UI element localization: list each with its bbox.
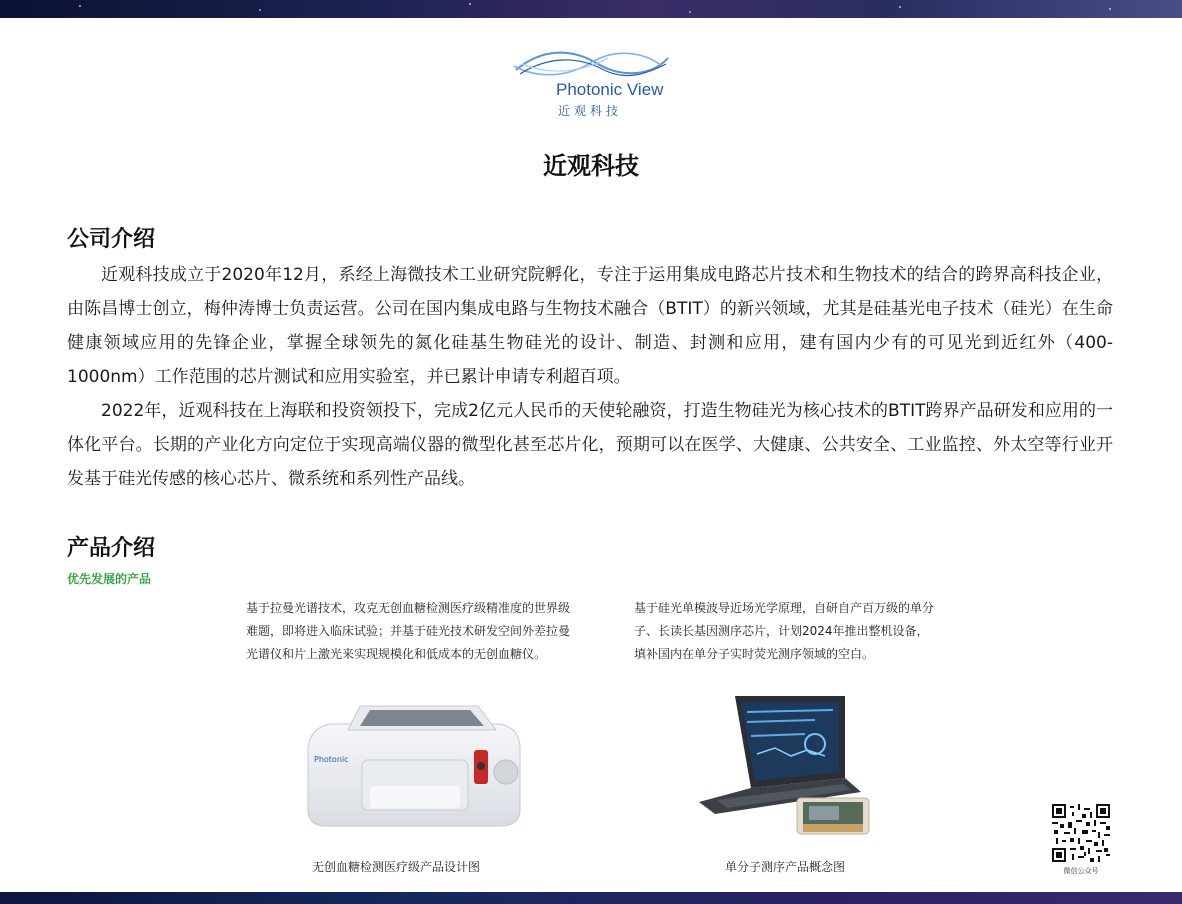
wechat-qr-code-icon — [1052, 804, 1110, 862]
product-1-caption: 无创血糖检测医疗级产品设计图 — [311, 860, 480, 874]
company-intro-body — [67, 258, 1113, 496]
top-decorative-band — [0, 0, 1182, 18]
glucose-device-image — [300, 700, 530, 832]
product-1-description: 基于拉曼光谱技术，攻克无创血糖检测医疗级精准度的世界级难题，即将进入临床试验；并基于硅光技术研发空间外差拉曼光谱仪和片上激光来实现规模化和低成本的无创血糖仪。 — [246, 601, 571, 661]
intro-paragraph-2: 2022年，近观科技在上海联和投资领投下，完成2亿元人民币的天使轮融资，打造生物硅光为核心技术的BTIT跨界产品研发和应用的一体化平台。长期的产业化方向定位于实现高端仪器的微型化甚至芯片化，预期可以在医学、大健康、公共安全、工业监控、外太空等行业开发基于硅光传感的核心芯片、微系统和系列性产品线。 — [67, 401, 1113, 489]
sequencer-laptop-image — [695, 692, 880, 842]
company-intro-heading: 公司介绍 — [67, 227, 156, 252]
logo-chinese-text: 近观科技 — [558, 104, 623, 118]
product-2-description: 基于硅光单模波导近场光学原理，自研自产百万级的单分子、长读长基因测序芯片，计划2024年推出整机设备，填补国内在单分子实时荧光测序领域的空白。 — [634, 601, 935, 661]
intro-paragraph-1: 近观科技成立于2020年12月，系经上海微技术工业研究院孵化，专注于运用集成电路芯片技术和生物技术的结合的跨界高科技企业，由陈昌博士创立，梅仲涛博士负责运营。公司在国内集成电路与生物技术融合（BTIT）的新兴领域，尤其是硅基光电子技术（硅光）在生命健康领域应用的先锋企业，掌握全球领先的氮化硅基生物硅光的设计、制造、封测和应用，建有国内少有的可见光到近红外（400-1000nm）工作范围的芯片测试和应用实验室，并已累计申请专利超百项。 — [67, 265, 1113, 387]
product-intro-heading: 产品介绍 — [67, 536, 156, 561]
logo-english-text: Photonic View — [556, 80, 664, 99]
priority-products-subheading: 优先发展的产品 — [67, 572, 152, 586]
bottom-decorative-band — [0, 892, 1182, 904]
device-brand-label: Photonic — [314, 755, 349, 764]
qr-caption: 微信公众号 — [1063, 867, 1099, 875]
product-2-caption: 单分子测序产品概念图 — [724, 860, 845, 874]
page-title: 近观科技 — [543, 152, 639, 180]
company-logo — [512, 46, 672, 118]
